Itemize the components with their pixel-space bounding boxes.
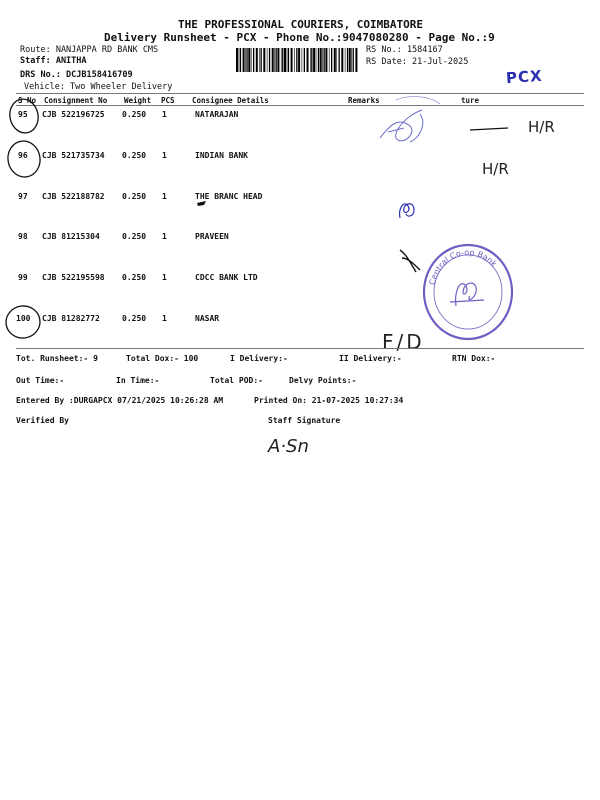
row-consignee: NATARAJAN: [195, 110, 239, 119]
row-pcs: 1: [162, 110, 167, 119]
row-sno: 96: [18, 151, 28, 160]
handwritten-hr-row96: H/R: [482, 160, 509, 178]
row-consignment: CJB 521735734: [42, 151, 105, 160]
staff-signature-label: Staff Signature: [268, 416, 341, 425]
summary-rule: [16, 348, 584, 349]
total-dox: Total Dox:- 100: [126, 354, 199, 363]
route-label: Route: NANJAPPA RD BANK CMS: [20, 45, 159, 55]
verified-by: Verified By: [16, 416, 69, 425]
in-time: In Time:-: [116, 376, 160, 385]
col-sno: S No: [18, 96, 37, 105]
ink-mark-row97: [196, 198, 208, 208]
row-weight: 0.250: [122, 151, 147, 160]
row-consignee: CDCC BANK LTD: [195, 273, 258, 282]
staff-signature: A·Sn: [268, 436, 309, 457]
row-consignment: CJB 81215304: [42, 232, 100, 241]
pcx-stamp: PCX: [505, 66, 544, 88]
handwritten-fd-row100: F/D: [382, 330, 425, 354]
row-sno: 98: [18, 232, 28, 241]
barcode: [236, 48, 358, 72]
runsheet-subtitle: Delivery Runsheet - PCX - Phone No.:9047080280 - Page No.:9: [104, 31, 495, 44]
rtn-dox: RTN Dox:-: [452, 354, 496, 363]
col-consignee: Consignee Details: [192, 96, 269, 105]
row-weight: 0.250: [122, 273, 147, 282]
svg-text:Central Co-op Bank: Central Co-op Bank: [427, 247, 499, 286]
row-consignee: INDIAN BANK: [195, 151, 248, 160]
ii-delivery: II Delivery:-: [339, 354, 402, 363]
row-sno: 100: [16, 314, 31, 323]
out-time: Out Time:-: [16, 376, 65, 385]
row-pcs: 1: [162, 192, 167, 201]
row-sno: 99: [18, 273, 28, 282]
row-weight: 0.250: [122, 110, 147, 119]
company-name: THE PROFESSIONAL COURIERS, COIMBATORE: [178, 18, 424, 31]
staff-label: Staff: ANITHA: [20, 56, 87, 66]
row-weight: 0.250: [122, 192, 147, 201]
sno-circle-100: [2, 302, 44, 342]
row-consignment: CJB 522195598: [42, 273, 105, 282]
vehicle-label: Vehicle: Two Wheeler Delivery: [24, 82, 173, 92]
row-pcs: 1: [162, 273, 167, 282]
delvy-points: Delvy Points:-: [289, 376, 357, 385]
col-pcs: PCS: [161, 96, 175, 105]
table-top-rule: [16, 93, 584, 94]
rs-date: RS Date: 21-Jul-2025: [366, 57, 469, 67]
row-consignment: CJB 522196725: [42, 110, 105, 119]
col-weight: Weight: [124, 96, 152, 105]
sno-circle-96: [4, 138, 44, 180]
row-pcs: 1: [162, 151, 167, 160]
row-consignment: CJB 81282772: [42, 314, 100, 323]
row-pcs: 1: [162, 232, 167, 241]
table-header-rule: [16, 105, 584, 106]
row-consignment: CJB 522188782: [42, 192, 105, 201]
i-delivery: I Delivery:-: [230, 354, 288, 363]
row-weight: 0.250: [122, 232, 147, 241]
row-sno: 95: [18, 110, 28, 119]
entered-by: Entered By :DURGAPCX 07/21/2025 10:26:28 AM: [16, 396, 224, 405]
col-signature: ture: [461, 96, 480, 105]
row-weight: 0.250: [122, 314, 147, 323]
row-pcs: 1: [162, 314, 167, 323]
sno-circle-95: [6, 96, 42, 136]
row-consignee: PRAVEEN: [195, 232, 229, 241]
row-sno: 97: [18, 192, 28, 201]
signature-scribble-row97: [394, 196, 420, 224]
col-consignment: Consignment No: [44, 96, 108, 105]
total-pod: Total POD:-: [210, 376, 263, 385]
printed-on: Printed On: 21-07-2025 10:27:34: [254, 396, 404, 405]
bank-seal-stamp: [420, 242, 516, 342]
col-remarks: Remarks: [348, 96, 380, 105]
tot-runsheet: Tot. Runsheet:- 9: [16, 354, 98, 363]
row-consignee: THE BRANC HEAD: [195, 192, 263, 201]
handwritten-hr-row95: H/R: [528, 118, 555, 136]
rs-number: RS No.: 1584167: [366, 45, 443, 55]
drs-number: DRS No.: DCJB158416709: [20, 70, 133, 80]
row-consignee: NASAR: [195, 314, 220, 323]
signature-scribble-row95: [370, 92, 480, 172]
remark-line-row95: [470, 124, 510, 134]
